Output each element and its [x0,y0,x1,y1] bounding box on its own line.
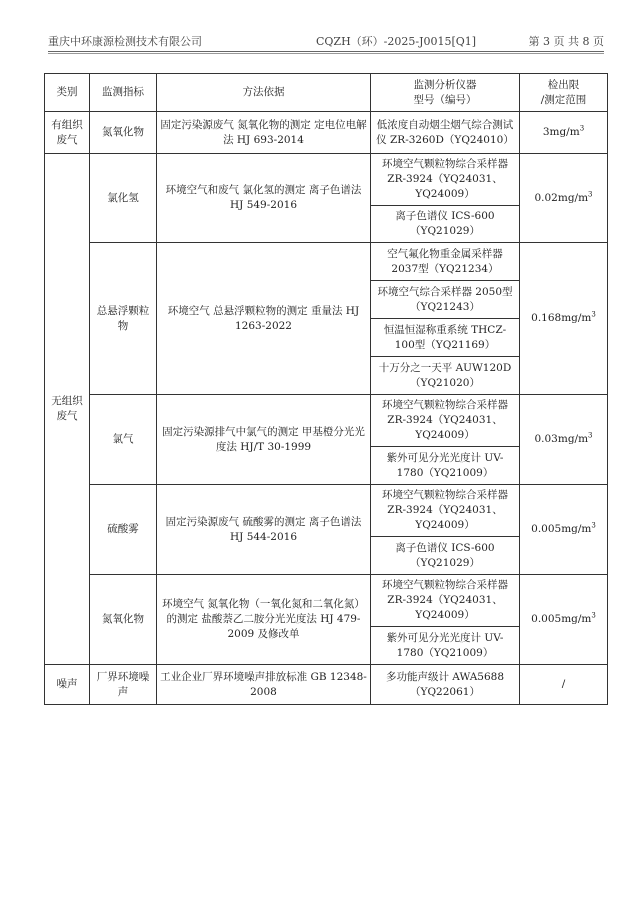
indicator-cell: 氮氧化物 [90,575,157,665]
method-cell: 工业企业厂界环境噪声排放标准 GB 12348-2008 [157,665,371,705]
page-info: 第 3 页 共 8 页 [528,35,604,48]
limit-cell: / [520,665,608,705]
indicator-cell: 总悬浮颗粒物 [90,243,157,395]
method-cell: 环境空气 总悬浮颗粒物的测定 重量法 HJ 1263-2022 [157,243,371,395]
header-category: 类别 [45,74,90,112]
limit-cell: $0.03mg/m^3$ [520,395,608,485]
indicator-cell: 氮氧化物 [90,112,157,154]
indicator-cell: 氯气 [90,395,157,485]
instrument-cell: 环境空气颗粒物综合采样器 ZR-3924（YQ24031、YQ24009） [371,395,520,447]
table-row [45,112,608,154]
header-limit: 检出限 /测定范围 [520,74,608,112]
table-row [45,575,608,627]
limit-cell: $3mg/m^3$ [520,112,608,154]
category-cell: 无组织废气 [45,154,90,665]
instrument-cell: 紫外可见分光光度计 UV-1780（YQ21009） [371,627,520,665]
limit-cell: $0.02mg/m^3$ [520,154,608,243]
instrument-cell: 环境空气综合采样器 2050型（YQ21243） [371,281,520,319]
table-row [45,154,608,206]
category-cell: 噪声 [45,665,90,705]
report-number: CQZH（环）-2025-J0015[Q1] [316,35,477,48]
limit-cell: $0.168mg/m^3$ [520,243,608,395]
company-name: 重庆中环康源检测技术有限公司 [48,35,202,48]
indicator-cell: 氯化氢 [90,154,157,243]
instrument-cell: 恒温恒湿称重系统 THCZ-100型（YQ21169） [371,319,520,357]
page-header [48,33,604,49]
method-cell: 环境空气 氮氧化物（一氧化氮和二氧化氮）的测定 盐酸萘乙二胺分光光度法 HJ 479-2009 及修改单 [157,575,371,665]
category-cell: 有组织废气 [45,112,90,154]
instrument-cell: 离子色谱仪 ICS-600（YQ21029） [371,537,520,575]
table-row [45,395,608,447]
monitoring-methods-table [44,73,608,705]
instrument-cell: 低浓度自动烟尘烟气综合测试仪 ZR-3260D（YQ24010） [371,112,520,154]
instrument-cell: 十万分之一天平 AUW120D（YQ21020） [371,357,520,395]
header-divider-thin [48,53,604,54]
table-header-row [45,74,608,112]
indicator-cell: 厂界环境噪声 [90,665,157,705]
limit-cell: $0.005mg/m^3$ [520,575,608,665]
header-method: 方法依据 [157,74,371,112]
header-divider [48,51,604,52]
limit-cell: $0.005mg/m^3$ [520,485,608,575]
instrument-cell: 环境空气颗粒物综合采样器 ZR-3924（YQ24031、YQ24009） [371,485,520,537]
instrument-cell: 空气氟化物重金属采样器 2037型（YQ21234） [371,243,520,281]
instrument-cell: 环境空气颗粒物综合采样器 ZR-3924（YQ24031、YQ24009） [371,575,520,627]
instrument-cell: 多功能声级计 AWA5688（YQ22061） [371,665,520,705]
instrument-cell: 离子色谱仪 ICS-600（YQ21029） [371,206,520,243]
method-cell: 固定污染源废气 氮氧化物的测定 定电位电解法 HJ 693-2014 [157,112,371,154]
method-cell: 固定污染源排气中氯气的测定 甲基橙分光光度法 HJ/T 30-1999 [157,395,371,485]
instrument-cell: 环境空气颗粒物综合采样器 ZR-3924（YQ24031、YQ24009） [371,154,520,206]
method-cell: 固定污染源废气 硫酸雾的测定 离子色谱法 HJ 544-2016 [157,485,371,575]
table-row [45,665,608,705]
header-instrument: 监测分析仪器 型号（编号） [371,74,520,112]
table-row [45,243,608,281]
method-cell: 环境空气和废气 氯化氢的测定 离子色谱法 HJ 549-2016 [157,154,371,243]
indicator-cell: 硫酸雾 [90,485,157,575]
instrument-cell: 紫外可见分光光度计 UV-1780（YQ21009） [371,447,520,485]
header-indicator: 监测指标 [90,74,157,112]
table-row [45,485,608,537]
